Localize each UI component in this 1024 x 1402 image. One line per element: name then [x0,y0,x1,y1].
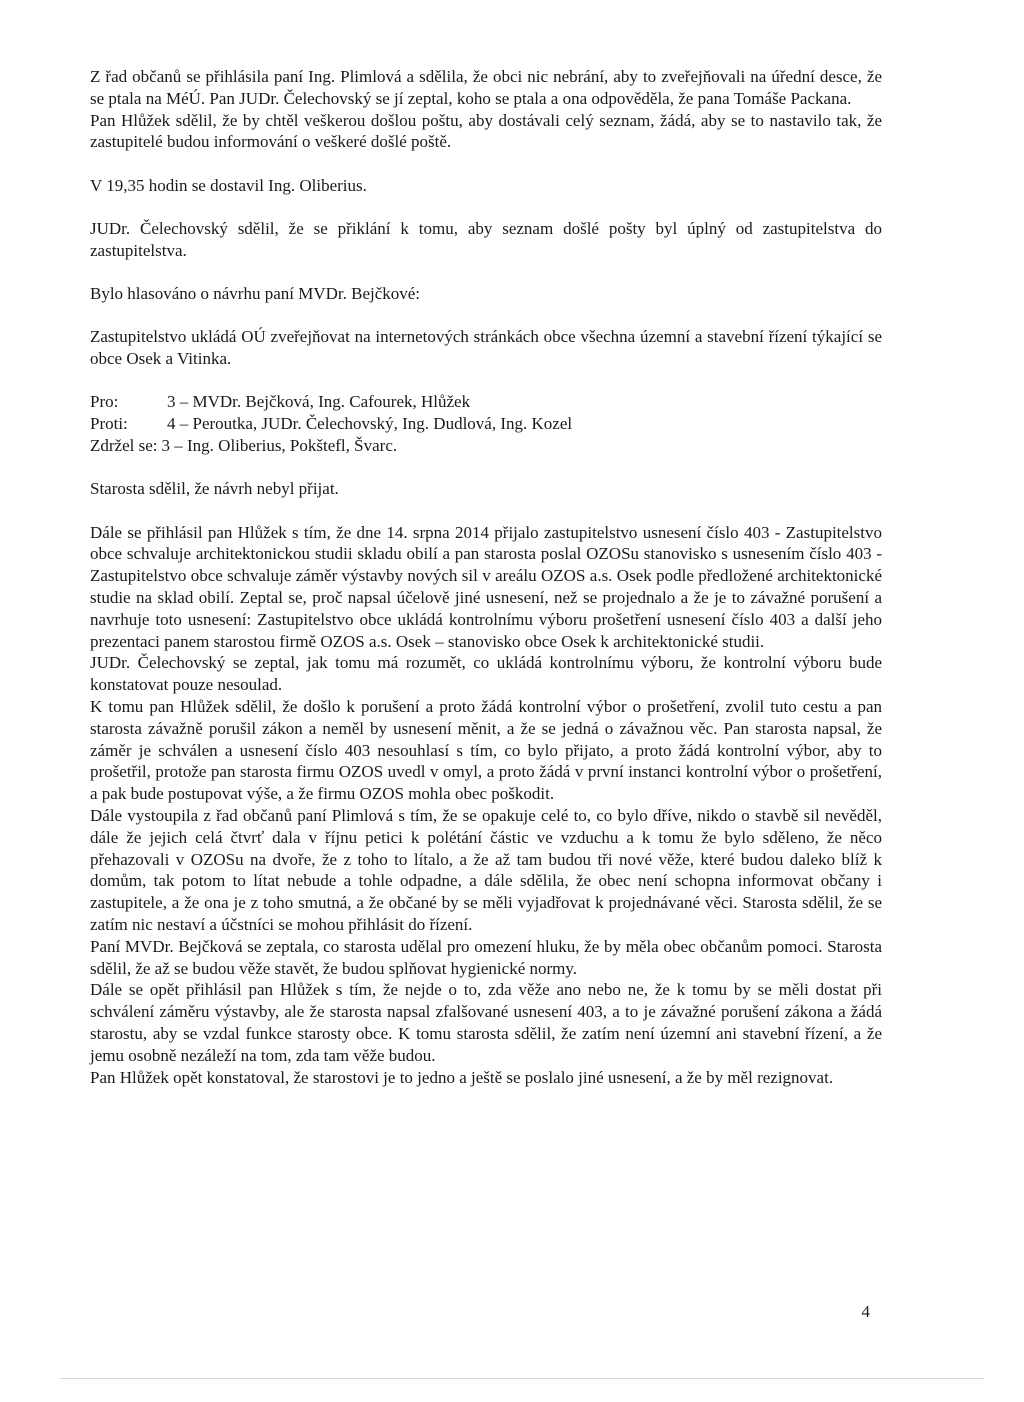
vote-row-proti [90,413,882,435]
paragraph-oliberius-arrival: V 19,35 hodin se dostavil Ing. Oliberius. [90,175,367,195]
paragraph-plimlova-silos: Dále vystoupila z řad občanů paní Plimlová s tím, že se opakuje celé to, co bylo dříve, nikdo o stavbě sil nevěděl, dále že jejich celá čtvrť dala v říjnu petici k polétání částic ve vzduchu a k tomu že bylo sděleno, že něco přehazovali v OZOSu na dvoře, že z toho to lítalo, a že až tam budou tři nové věže, které budou daleko blíž k domům, tak potom to lítat nebude a tohle odpadne, a dále sdělila, že obec není schopna informovat občany i zastupitele, a že ona je z toho smutná, a že občané by se měli vyjadřovat k projednávané věci. Starosta sdělil, že se zatím nic nestaví a účstníci se mohou přihlásit do řízení. [90,806,882,934]
vote-label-proti: Proti: [90,414,128,434]
page-number: 4 [861,1302,870,1321]
document-body [90,66,882,1088]
vote-row-pro [90,391,882,413]
vote-value-zdrzel: 3 – Ing. Oliberius, Pokštefl, Švarc. [161,436,398,456]
paragraph-hluzek-response: K tomu pan Hlůžek sdělil, že došlo k porušení a proto žádá kontrolní výbor o prošetření, zvolil tuto cestu a pan starosta závažně porušil zákon a neměl by usnesení měnit, a že se jedná o závažnou věc. Pan starosta napsal, že záměr je schválen a usnesení číslo 403 nesouhlasí s tím, co bylo přijato, a proto žádá kontrolní výbor, aby to prošetřil, protože pan starosta firmu OZOS uvedl v omyl, a proto žádá v první instanci kontrolní výbor o prošetření, a pak bude postupovat výše, a že firmu OZOS mohla obec poškodit. [90,697,882,804]
paragraph-hluzek-resolution-403: Dále se přihlásil pan Hlůžek s tím, že dne 14. srpna 2014 přijalo zastupitelstvo usnesení číslo 403 - Zastupitelstvo obce schvaluje architektonickou studii skladu obilí a pan starosta poslal OZOSu stanovisko s usnesením číslo 403 - Zastupitelstvo obce schvaluje záměr výstavby nových sil v areálu OZOS a.s. Osek podle předložené architektonické studie na sklad obilí. Zeptal se, proč napsal účelově jiné usnesení, než se projednalo a že je to závažné porušení a navrhuje toto usnesení: Zastupitelstvo obce ukládá kontrolnímu výboru prošetření usnesení číslo 403 a další jeho prezentaci panem starostou firmě OZOS a.s. Osek – stanovisko obce Osek k architektonické studii. [90,522,882,651]
vote-value-pro: 3 – MVDr. Bejčková, Ing. Cafourek, Hlůžek [167,392,471,412]
paragraph-vote-intro: Bylo hlasováno o návrhu paní MVDr. Bejčkové: [90,284,421,304]
vote-label-pro: Pro: [90,392,119,412]
vote-value-proti: 4 – Peroutka, JUDr. Čelechovský, Ing. Dudlová, Ing. Kozel [167,414,573,434]
scan-edge-line [60,1378,984,1379]
vote-row-zdrzel [90,435,882,457]
paragraph-hluzek-falsified: Dále se opět přihlásil pan Hlůžek s tím, že nejde o to, zda věže ano nebo ne, že k tomu by se měli dostat při schválení záměru výstavby, ale že starosta napsal zfalšované usnesení 403, a to je závažné porušení zákona a žádá starostu, aby se vzdal funkce starosty obce. K tomu starosta sdělil, že zatím není územní ani stavební řízení, a že jemu osobně nezáleží na tom, zda tam věže budou. [90,980,882,1065]
vote-results [90,391,882,456]
paragraph-resolution-proposal: Zastupitelstvo ukládá OÚ zveřejňovat na internetových stránkách obce všechna územní a stavební řízení týkající se obce Osek a Vitinka. [90,327,882,369]
paragraph-hluzek-resign: Pan Hlůžek opět konstatoval, že starostovi je to jedno a ještě se poslalo jiné usnesení, a že by měl rezignovat. [90,1067,834,1087]
paragraph-bejckova-noise: Paní MVDr. Bejčková se zeptala, co starosta udělal pro omezení hluku, že by měla obec občanům pomoci. Starosta sdělil, že až se budou věže stavět, že budou splňovat hygienické normy. [90,936,882,978]
paragraph-vote-result: Starosta sdělil, že návrh nebyl přijat. [90,479,339,499]
paragraph-hluzek-mail: Pan Hlůžek sdělil, že by chtěl veškerou došlou poštu, aby dostávali celý seznam, žádá, aby se to nastavilo tak, že zastupitelé budou informování o veškeré došlé poště. [90,110,882,152]
paragraph-celechovsky-question: JUDr. Čelechovský se zeptal, jak tomu má rozumět, co ukládá kontrolnímu výboru, že kontrolní výboru bude konstatovat pouze nesoulad. [90,653,882,695]
paragraph-celechovsky-mail: JUDr. Čelechovský sdělil, že se přiklání k tomu, aby seznam došlé pošty byl úplný od zastupitelstva do zastupitelstva. [90,218,882,260]
paragraph-plimlova-question: Z řad občanů se přihlásila paní Ing. Plimlová a sdělila, že obci nic nebrání, aby to zveřejňovali na úřední desce, že se ptala na MéÚ. Pan JUDr. Čelechovský se jí zeptal, koho se ptala a ona odpověděla, že pana Tomáše Packana. [90,67,882,108]
vote-label-zdrzel: Zdržel se: [90,436,158,456]
